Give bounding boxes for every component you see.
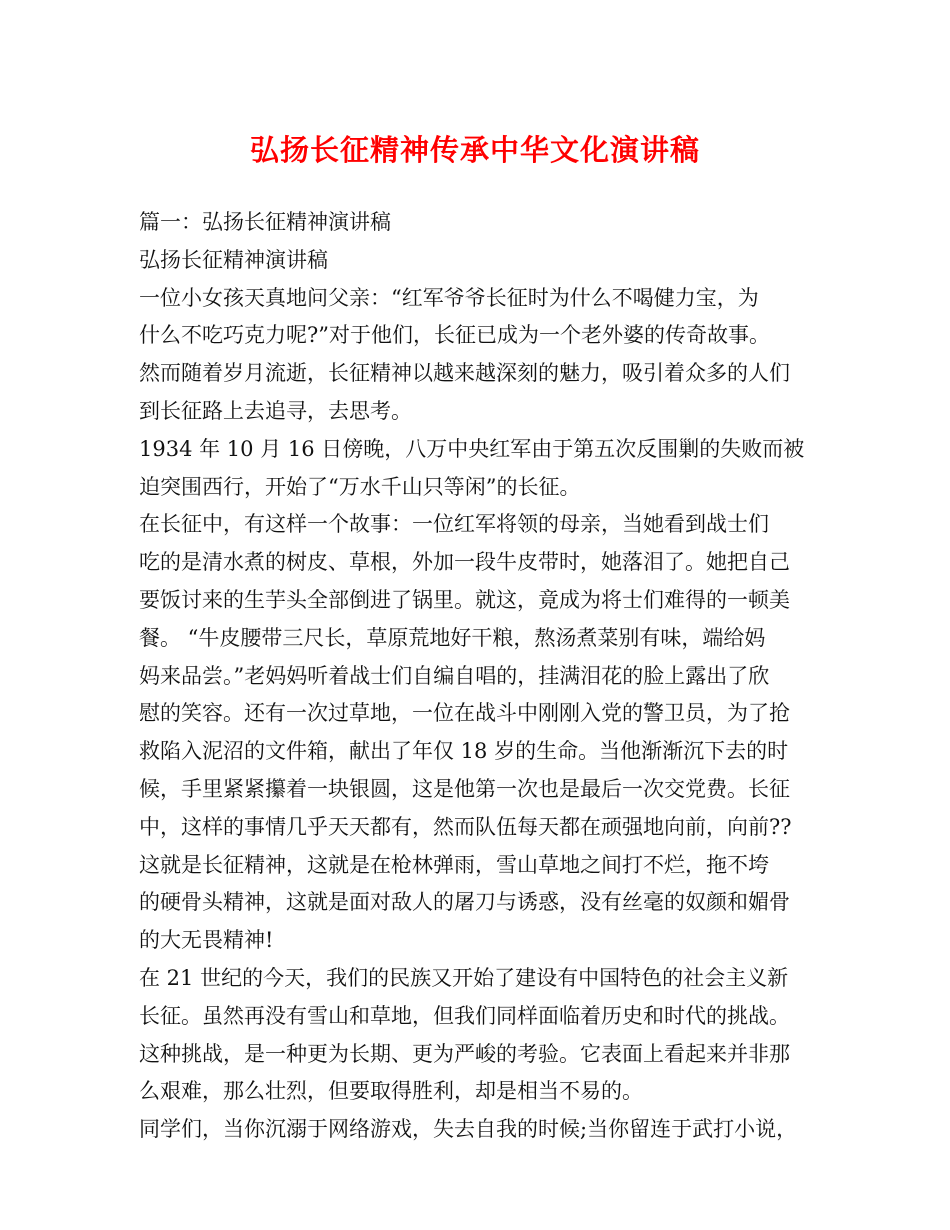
document-body xyxy=(139,204,819,1149)
text-line: 候，手里紧紧攥着一块银圆，这是他第一次也是最后一次交党费。长征 xyxy=(139,776,790,801)
text-line: 1934 年 10 月 16 日傍晚，八万中央红军由于第五次反围剿的失败而被 xyxy=(139,436,805,461)
text-line: 要饭讨来的生芋头全部倒进了锅里。就这，竟成为将士们难得的一顿美 xyxy=(139,587,790,612)
text-line: 到长征路上去追寻，去思考。 xyxy=(139,398,412,423)
text-line: 什么不吃巧克力呢?”对于他们，长征已成为一个老外婆的传奇故事。 xyxy=(139,323,770,348)
text-line: 这种挑战，是一种更为长期、更为严峻的考验。它表面上看起来并非那 xyxy=(139,1041,790,1066)
text-line: 长征。虽然再没有雪山和草地，但我们同样面临着历史和时代的挑战。 xyxy=(139,1003,790,1028)
text-line: 在 21 世纪的今天，我们的民族又开始了建设有中国特色的社会主义新 xyxy=(139,965,789,990)
text-line: 这就是长征精神，这就是在枪林弹雨，雪山草地之间打不烂，拖不垮 xyxy=(139,852,769,877)
text-line: 的硬骨头精神，这就是面对敌人的屠刀与诱惑，没有丝毫的奴颜和媚骨 xyxy=(139,890,790,915)
text-line: 吃的是清水煮的树皮、草根，外加一段牛皮带时，她落泪了。她把自己 xyxy=(139,550,790,575)
text-line: 篇一：弘扬长征精神演讲稿 xyxy=(139,210,391,234)
text-line: 弘扬长征精神演讲稿 xyxy=(139,247,328,272)
document-title: 弘扬长征精神传承中华文化演讲稿 xyxy=(249,133,700,167)
text-line: 救陷入泥沼的文件箱，献出了年仅 18 岁的生命。当他渐渐沉下去的时 xyxy=(139,739,789,764)
text-line: 在长征中，有这样一个故事：一位红军将领的母亲，当她看到战士们 xyxy=(139,512,769,537)
text-line: 中，这样的事情几乎天天都有，然而队伍每天都在顽强地向前，向前?? xyxy=(139,814,792,839)
text-line: 慰的笑容。还有一次过草地，一位在战斗中刚刚入党的警卫员，为了抢 xyxy=(139,701,790,726)
text-line: 同学们，当你沉溺于网络游戏，失去自我的时候;当你留连于武打小说， xyxy=(139,1117,798,1142)
text-line: 一位小女孩天真地问父亲：“红军爷爷长征时为什么不喝健力宝，为 xyxy=(139,285,759,310)
text-line: 的大无畏精神! xyxy=(139,928,274,953)
text-line: 然而随着岁月流逝，长征精神以越来越深刻的魅力，吸引着众多的人们 xyxy=(139,361,790,386)
text-line: 妈来品尝。”老妈妈听着战士们自编自唱的，挂满泪花的脸上露出了欣 xyxy=(139,663,770,688)
text-line: 迫突围西行，开始了“万水千山只等闲”的长征。 xyxy=(139,474,581,499)
text-line: 餐。 “牛皮腰带三尺长，草原荒地好干粮，熬汤煮菜别有味，端给妈 xyxy=(139,625,766,650)
text-line: 么艰难，那么壮烈，但要取得胜利，却是相当不易的。 xyxy=(139,1079,643,1104)
